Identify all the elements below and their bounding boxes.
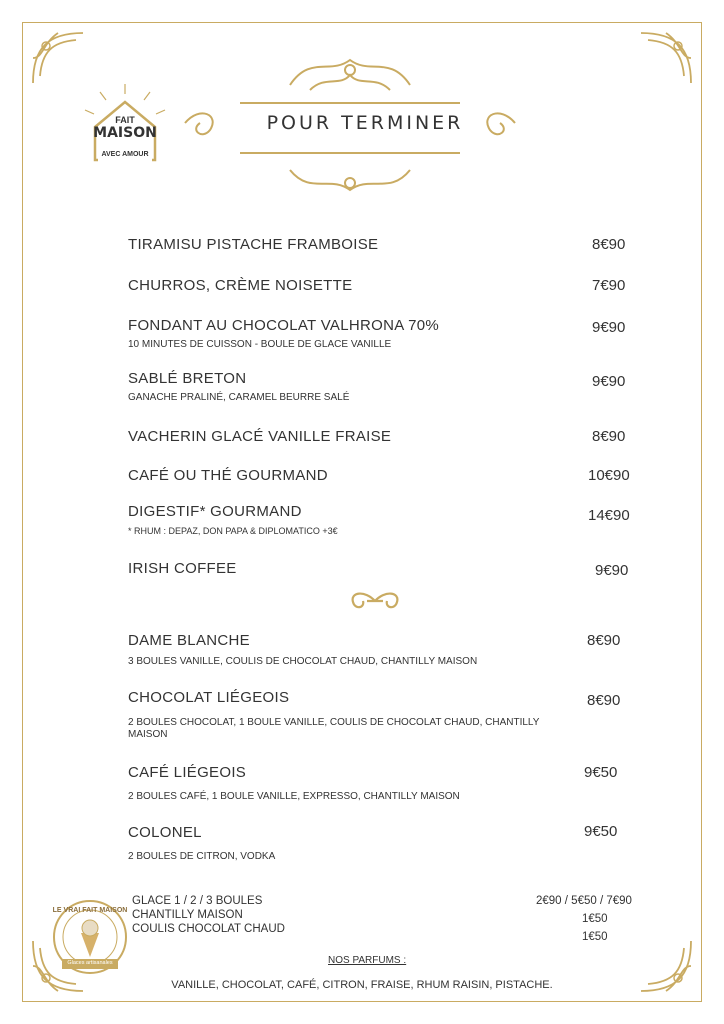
item-description: 10 MINUTES DE CUISSON - BOULE DE GLACE VANILLE xyxy=(128,339,392,350)
item-price: 9€90 xyxy=(592,319,626,336)
menu-item xyxy=(128,428,598,446)
item-name: SABLÉ BRETON xyxy=(128,370,247,387)
menu-item xyxy=(128,503,598,537)
seal-ring-text: LE VRAI FAIT MAISON xyxy=(52,907,128,914)
item-price: 9€90 xyxy=(592,373,626,390)
menu-item xyxy=(128,824,598,863)
menu-item xyxy=(128,560,598,578)
item-price: 8€90 xyxy=(592,236,626,253)
extra-price: 1€50 xyxy=(582,913,608,925)
menu-item xyxy=(128,632,598,668)
menu-item xyxy=(128,236,598,254)
extra-line: CHANTILLY MAISON xyxy=(132,909,243,921)
item-name: VACHERIN GLACÉ VANILLE FRAISE xyxy=(128,428,392,445)
extra-line: GLACE 1 / 2 / 3 BOULES xyxy=(132,895,263,907)
corner-ornament-top-left xyxy=(28,28,88,88)
item-name: FONDANT AU CHOCOLAT VALHRONA 70% xyxy=(128,317,440,334)
item-description: 2 BOULES CAFÉ, 1 BOULE VANILLE, EXPRESSO, CHANTILLY MAISON xyxy=(128,791,460,802)
item-description: 3 BOULES VANILLE, COULIS DE CHOCOLAT CHAUD, CHANTILLY MAISON xyxy=(128,656,478,667)
extra-line: COULIS CHOCOLAT CHAUD xyxy=(132,923,285,935)
item-price: 10€90 xyxy=(588,467,630,484)
menu-item xyxy=(128,689,578,741)
badge-main-text: MAISON xyxy=(93,125,157,141)
badge-top-text: FAIT xyxy=(115,115,135,125)
item-name: TIRAMISU PISTACHE FRAMBOISE xyxy=(128,236,379,253)
badge-sub-text: AVEC AMOUR xyxy=(101,151,149,158)
item-name: COLONEL xyxy=(128,824,202,841)
section-divider-ornament xyxy=(345,588,405,614)
item-price: 8€90 xyxy=(592,428,626,445)
page-title: POUR TERMINER xyxy=(266,112,464,134)
seal-sub-text: Glaces artisanales xyxy=(67,960,113,966)
flavors-title: NOS PARFUMS : xyxy=(328,955,407,966)
menu-item xyxy=(128,317,598,351)
item-name: DIGESTIF* GOURMAND xyxy=(128,503,302,520)
item-price: 9€90 xyxy=(595,562,629,579)
item-description: * RHUM : DEPAZ, DON PAPA & DIPLOMATICO +3€ xyxy=(128,526,338,536)
item-price: 8€90 xyxy=(587,632,621,649)
corner-ornament-top-right xyxy=(636,28,696,88)
item-name: DAME BLANCHE xyxy=(128,632,250,649)
item-name: CAFÉ OU THÉ GOURMAND xyxy=(128,467,328,484)
item-price: 7€90 xyxy=(592,277,626,294)
item-name: CAFÉ LIÉGEOIS xyxy=(128,764,247,781)
menu-item xyxy=(128,277,598,295)
flavors-list: VANILLE, CHOCOLAT, CAFÉ, CITRON, FRAISE, RHUM RAISIN, PISTACHE. xyxy=(171,979,553,991)
item-name: CHOCOLAT LIÉGEOIS xyxy=(128,689,290,706)
item-price: 14€90 xyxy=(588,507,630,524)
item-name: CHURROS, CRÈME NOISETTE xyxy=(128,277,353,294)
menu-item xyxy=(128,467,598,485)
menu-item xyxy=(128,764,598,803)
item-name: IRISH COFFEE xyxy=(128,560,237,577)
item-price: 8€90 xyxy=(587,692,621,709)
item-description: GANACHE PRALINÉ, CARAMEL BEURRE SALÉ xyxy=(128,392,350,403)
extra-price: 2€90 / 5€50 / 7€90 xyxy=(536,895,632,907)
item-price: 9€50 xyxy=(584,823,618,840)
menu-item xyxy=(128,370,598,404)
item-description: 2 BOULES CHOCOLAT, 1 BOULE VANILLE, COULIS DE CHOCOLAT CHAUD, CHANTILLY MAISON xyxy=(128,717,540,740)
extra-price: 1€50 xyxy=(582,931,608,943)
item-price: 9€50 xyxy=(584,764,618,781)
item-description: 2 BOULES DE CITRON, VODKA xyxy=(128,851,276,862)
